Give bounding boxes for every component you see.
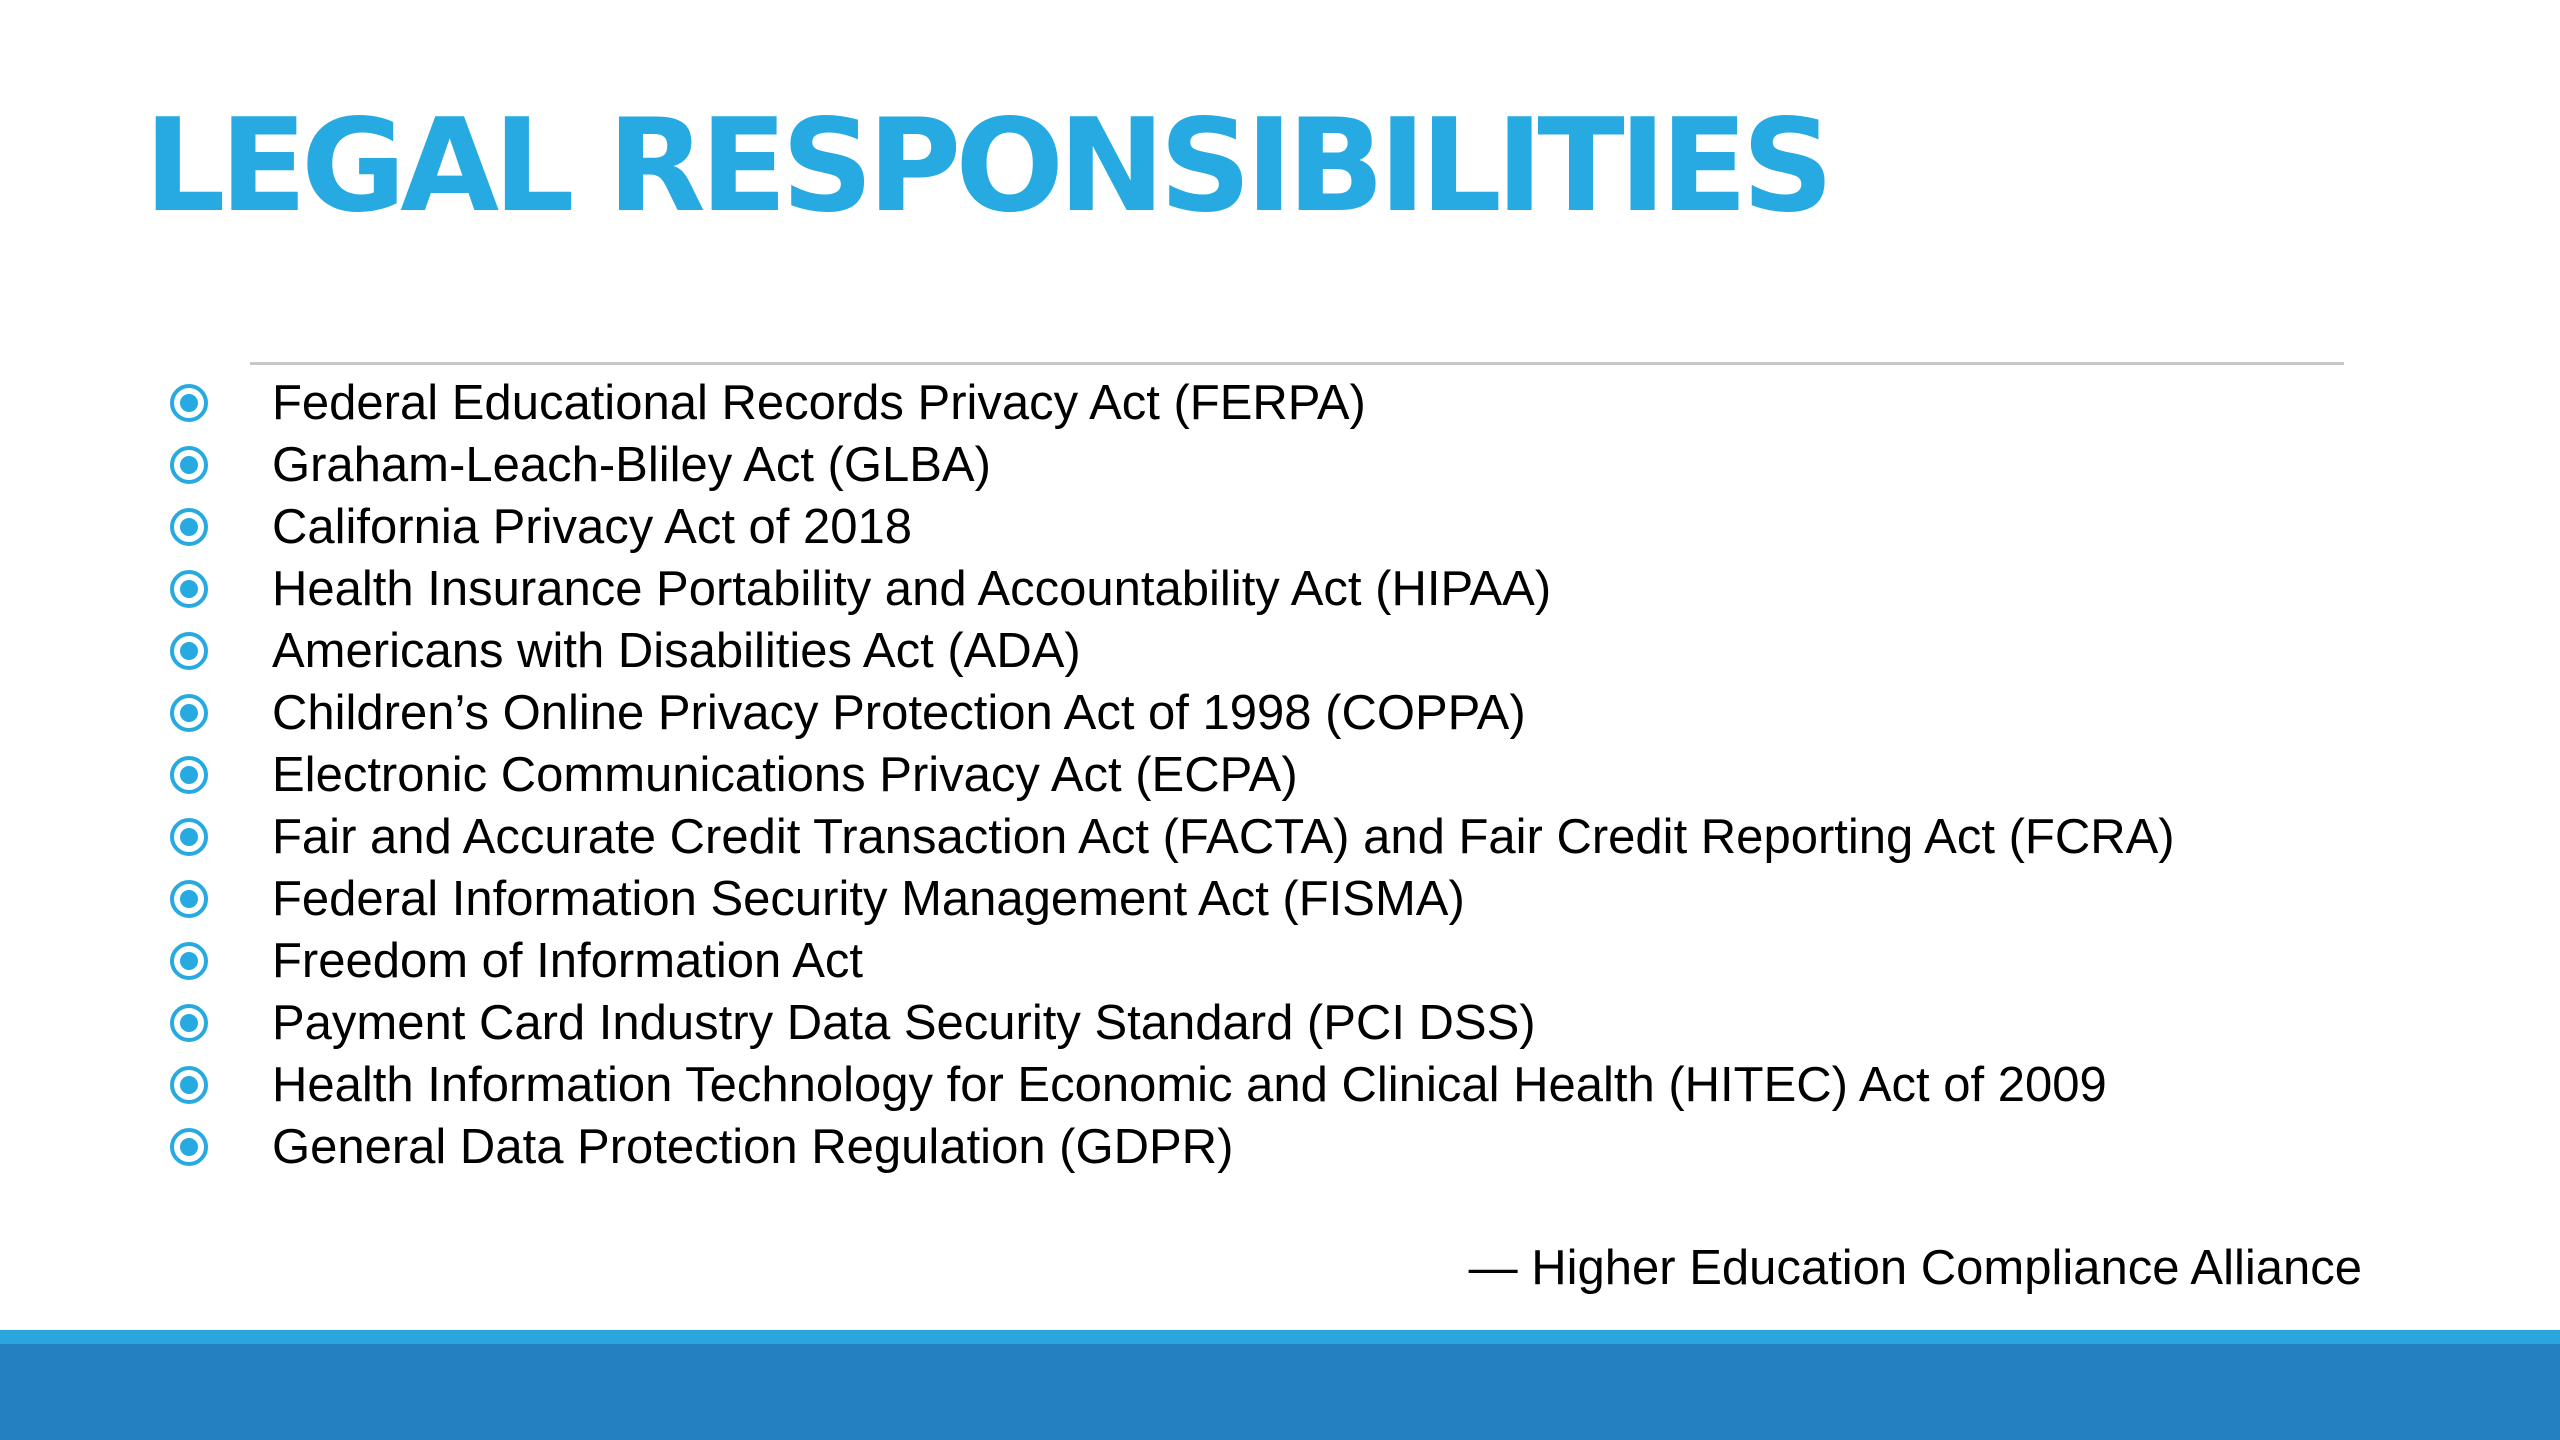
bullet-text: Payment Card Industry Data Security Standard (PCI DSS) — [272, 996, 1536, 1050]
bullet-text: California Privacy Act of 2018 — [272, 500, 913, 554]
bullet-text: Americans with Disabilities Act (ADA) — [272, 624, 1081, 678]
slide-title: LEGAL RESPONSIBILITIES — [144, 92, 1828, 241]
bullet-text: Electronic Communications Privacy Act (ECPA) — [272, 748, 1298, 802]
radio-bullet-icon — [170, 570, 208, 608]
radio-bullet-icon — [170, 446, 208, 484]
bullet-text: Federal Information Security Management Act (FISMA) — [272, 872, 1465, 926]
bullet-text: Graham-Leach-Bliley Act (GLBA) — [272, 438, 991, 492]
footer-band — [0, 1330, 2560, 1440]
radio-bullet-icon — [170, 508, 208, 546]
bullet-text: General Data Protection Regulation (GDPR) — [272, 1120, 1234, 1174]
attribution: — Higher Education Compliance Alliance — [1468, 1241, 2362, 1295]
radio-bullet-icon — [170, 818, 208, 856]
radio-bullet-icon — [170, 756, 208, 794]
radio-bullet-icon — [170, 1066, 208, 1104]
bullet-text: Health Information Technology for Economic and Clinical Health (HITEC) Act of 2009 — [272, 1058, 2107, 1112]
radio-bullet-icon — [170, 1128, 208, 1166]
title-divider — [250, 362, 2344, 365]
bullet-text: Federal Educational Records Privacy Act (FERPA) — [272, 376, 1366, 430]
radio-bullet-icon — [170, 384, 208, 422]
radio-bullet-icon — [170, 694, 208, 732]
radio-bullet-icon — [170, 632, 208, 670]
footer-stripe — [0, 1330, 2560, 1344]
radio-bullet-icon — [170, 1004, 208, 1042]
radio-bullet-icon — [170, 942, 208, 980]
bullet-text: Freedom of Information Act — [272, 934, 863, 988]
bullet-text: Health Insurance Portability and Accountability Act (HIPAA) — [272, 562, 1552, 616]
radio-bullet-icon — [170, 880, 208, 918]
bullet-text: Fair and Accurate Credit Transaction Act (FACTA) and Fair Credit Reporting Act (FCRA) — [272, 810, 2175, 864]
bullet-text: Children’s Online Privacy Protection Act of 1998 (COPPA) — [272, 686, 1526, 740]
